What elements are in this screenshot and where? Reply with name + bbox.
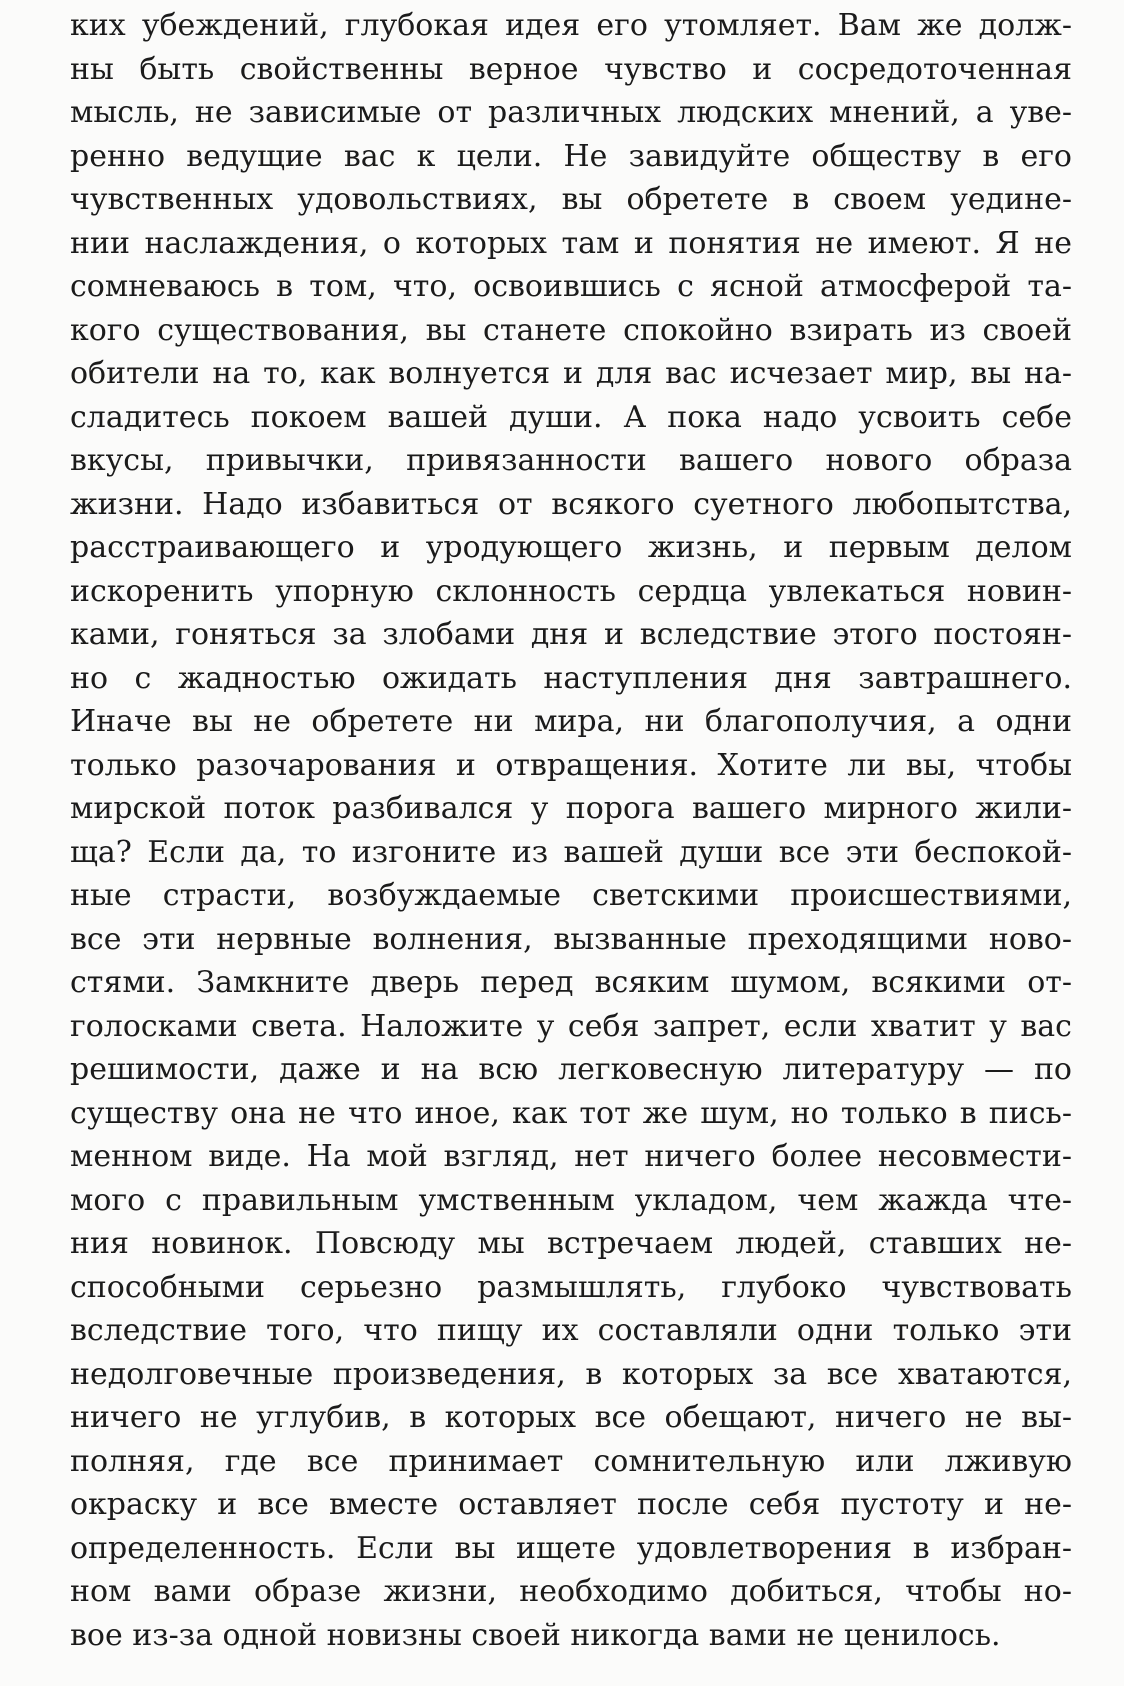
text-line: голосками света. Наложите у себя запрет, если хватит у вас	[70, 1008, 1072, 1044]
text-line: мирской поток разбивался у порога вашего мирного жили-	[70, 791, 1072, 826]
text-line: существу она не что иное, как тот же шум, но только в пись-	[70, 1095, 1072, 1131]
text-line: ких убеждений, глубокая идея его утомляет. Вам же долж-	[70, 8, 1072, 43]
text-line: стями. Замкните дверь перед всяким шумом, всякими от-	[70, 965, 1072, 1000]
text-line: ны быть свойственны верное чувство и сосредоточенная	[70, 51, 1072, 87]
text-line: обители на то, как волнуется и для вас исчезает мир, вы на-	[70, 356, 1072, 391]
text-line: определенность. Если вы ищете удовлетворения в избран-	[70, 1530, 1072, 1566]
text-line: только разочарования и отвращения. Хотите ли вы, чтобы	[70, 747, 1072, 783]
text-line: сомневаюсь в том, что, освоившись с ясной атмосферой та-	[70, 269, 1072, 304]
text-line: ками, гоняться за злобами дня и вследствие этого постоян-	[70, 617, 1072, 652]
text-line: полняя, где все принимает сомнительную или лживую	[70, 1443, 1072, 1479]
text-line: недолговечные произведения, в которых за все хватаются,	[70, 1356, 1072, 1392]
text-line: жизни. Надо избавиться от всякого суетного любопытства,	[70, 486, 1072, 522]
text-line: чувственных удовольствиях, вы обретете в своем уедине-	[70, 182, 1072, 217]
text-line: ща? Если да, то изгоните из вашей души все эти беспокой-	[70, 834, 1072, 870]
text-line: ничего не углубив, в которых все обещают, ничего не вы-	[70, 1400, 1072, 1435]
text-line: окраску и все вместе оставляет после себя пустоту и не-	[70, 1487, 1072, 1522]
text-line: нии наслаждения, о которых там и понятия не имеют. Я не	[70, 225, 1072, 261]
text-line: ном вами образе жизни, необходимо добиться, чтобы но-	[70, 1574, 1072, 1609]
text-line: способными серьезно размышлять, глубоко чувствовать	[70, 1269, 1072, 1305]
text-line: вое из-за одной новизны своей никогда вами не ценилось.	[70, 1617, 1001, 1653]
text-line: искоренить упорную склонность сердца увлекаться новин-	[70, 573, 1072, 609]
text-line: вкусы, привычки, привязанности вашего нового образа	[70, 443, 1072, 478]
body-text	[70, 4, 1072, 1657]
text-line: ренно ведущие вас к цели. Не завидуйте обществу в его	[70, 138, 1072, 174]
text-line: все эти нервные волнения, вызванные преходящими ново-	[70, 921, 1072, 957]
text-line: мого с правильным умственным укладом, чем жажда чте-	[70, 1182, 1072, 1218]
text-line: ния новинок. Повсюду мы встречаем людей, ставших не-	[70, 1226, 1072, 1261]
text-line: расстраивающего и уродующего жизнь, и первым делом	[70, 530, 1072, 565]
text-line: мысль, не зависимые от различных людских мнений, а уве-	[70, 95, 1072, 130]
text-line: кого существования, вы станете спокойно взирать из своей	[70, 312, 1072, 348]
text-line: сладитесь покоем вашей души. А пока надо усвоить себе	[70, 399, 1072, 435]
text-line: вследствие того, что пищу их составляли одни только эти	[70, 1313, 1072, 1348]
text-line: менном виде. На мой взгляд, нет ничего более несовмести-	[70, 1139, 1072, 1174]
text-line: ные страсти, возбуждаемые светскими происшествиями,	[70, 878, 1072, 913]
text-line: но с жадностью ожидать наступления дня завтрашнего.	[70, 660, 1072, 696]
text-line: Иначе вы не обретете ни мира, ни благополучия, а одни	[70, 704, 1072, 739]
text-line: решимости, даже и на всю легковесную литературу — по	[70, 1052, 1072, 1087]
